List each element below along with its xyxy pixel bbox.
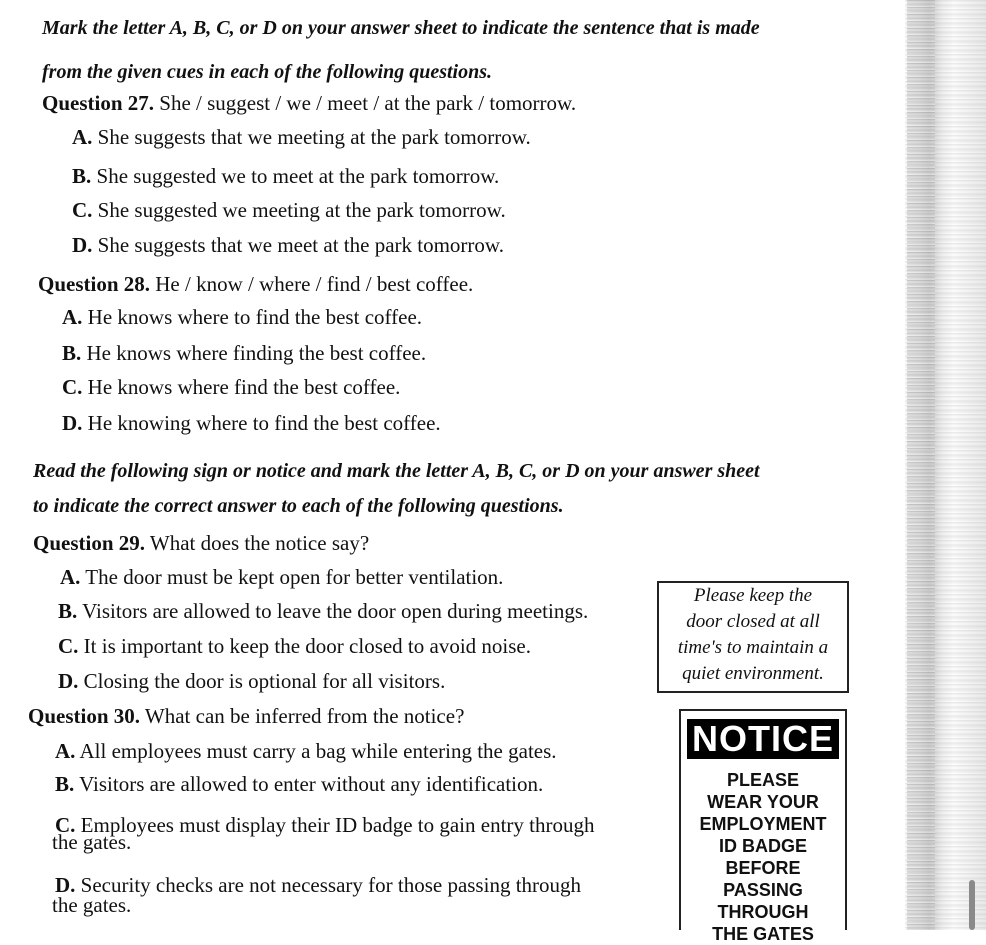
- q29-option-a[interactable]: [60, 565, 503, 589]
- option-letter: D.: [62, 411, 83, 435]
- option-letter: B.: [72, 164, 92, 188]
- option-text: She suggested we to meet at the park tomorrow.: [96, 164, 500, 188]
- option-text: It is important to keep the door closed to avoid noise.: [83, 634, 531, 658]
- notice-line: WEAR YOUR: [707, 792, 819, 812]
- question-29: [33, 531, 369, 555]
- q27-option-a[interactable]: [72, 125, 531, 149]
- notice-line: THE GATES: [712, 924, 814, 944]
- question-27: [42, 91, 576, 115]
- q29-option-c[interactable]: [58, 634, 531, 658]
- option-letter: C.: [72, 198, 93, 222]
- q30-option-a[interactable]: [55, 739, 557, 763]
- option-letter: D.: [72, 233, 93, 257]
- question-prompt: She / suggest / we / meet / at the park / tomorrow.: [159, 91, 577, 115]
- page-spine: [907, 0, 935, 930]
- question-number: Question 28.: [38, 272, 151, 296]
- question-prompt: What does the notice say?: [149, 531, 370, 555]
- notice-heading: NOTICE: [687, 719, 839, 759]
- q28-option-c[interactable]: [62, 375, 400, 399]
- q30-option-d[interactable]: [55, 873, 581, 897]
- section2-instruction-line1: Read the following sign or notice and mark the letter A, B, C, or D on your answer sheet: [33, 460, 760, 482]
- question-number: Question 29.: [33, 531, 146, 555]
- option-letter: A.: [55, 739, 76, 763]
- option-letter: C.: [55, 813, 76, 837]
- section1-instruction-line1: Mark the letter A, B, C, or D on your answer sheet to indicate the sentence that is made: [42, 17, 760, 39]
- scrollbar-thumb[interactable]: [969, 880, 975, 930]
- scanned-page-edge: [905, 0, 986, 930]
- option-letter: B.: [58, 599, 78, 623]
- notice-line: BEFORE: [725, 858, 801, 878]
- option-text: He knows where finding the best coffee.: [86, 341, 427, 365]
- option-text: She suggests that we meet at the park tomorrow.: [97, 233, 504, 257]
- option-letter: C.: [62, 375, 83, 399]
- q29-option-b[interactable]: [58, 599, 588, 623]
- option-text: Employees must display their ID badge to gain entry through: [80, 813, 595, 837]
- question-prompt: He / know / where / find / best coffee.: [155, 272, 474, 296]
- id-badge-notice-sign: [679, 709, 847, 944]
- option-text: Visitors are allowed to leave the door open during meetings.: [82, 599, 589, 623]
- question-number: Question 27.: [42, 91, 155, 115]
- door-notice-line: time's to maintain a: [677, 637, 829, 658]
- option-letter: C.: [58, 634, 79, 658]
- q28-option-d[interactable]: [62, 411, 441, 435]
- question-number: Question 30.: [28, 704, 141, 728]
- notice-line: EMPLOYMENT: [699, 814, 827, 834]
- question-prompt: What can be inferred from the notice?: [144, 704, 465, 728]
- option-text: He knowing where to find the best coffee.: [87, 411, 441, 435]
- q27-option-d[interactable]: [72, 233, 504, 257]
- door-notice-line: door closed at all: [686, 611, 820, 632]
- notice-line: THROUGH: [717, 902, 809, 922]
- notice-line: ID BADGE: [718, 836, 807, 856]
- option-letter: A.: [60, 565, 81, 589]
- option-text: Visitors are allowed to enter without any identification.: [79, 772, 544, 796]
- question-28: [38, 272, 473, 296]
- section2-instruction-line2: to indicate the correct answer to each of the following questions.: [33, 495, 564, 517]
- q30-option-d-continuation: the gates.: [52, 893, 132, 917]
- notice-line: PLEASE: [726, 770, 800, 790]
- door-notice-line: Please keep the: [693, 585, 813, 606]
- q30-option-b[interactable]: [55, 772, 543, 796]
- q30-option-c[interactable]: [55, 813, 595, 837]
- option-letter: A.: [62, 305, 83, 329]
- q28-option-b[interactable]: [62, 341, 426, 365]
- door-notice-line: quiet environment.: [682, 663, 824, 684]
- option-text: She suggests that we meeting at the park tomorrow.: [97, 125, 531, 149]
- q27-option-c[interactable]: [72, 198, 506, 222]
- option-letter: B.: [55, 772, 75, 796]
- option-text: She suggested we meeting at the park tomorrow.: [97, 198, 506, 222]
- option-letter: A.: [72, 125, 93, 149]
- option-text: Closing the door is optional for all visitors.: [83, 669, 446, 693]
- question-30: [28, 704, 464, 728]
- option-text: He knows where to find the best coffee.: [87, 305, 423, 329]
- notice-body: [681, 769, 845, 945]
- section1-instruction-line2: from the given cues in each of the following questions.: [42, 61, 493, 83]
- notice-line: PASSING: [723, 880, 803, 900]
- option-text: All employees must carry a bag while entering the gates.: [79, 739, 557, 763]
- option-text: The door must be kept open for better ventilation.: [85, 565, 504, 589]
- q30-option-c-continuation: the gates.: [52, 830, 132, 854]
- q28-option-a[interactable]: [62, 305, 422, 329]
- option-letter: D.: [58, 669, 79, 693]
- option-letter: B.: [62, 341, 82, 365]
- q29-option-d[interactable]: [58, 669, 445, 693]
- option-text: He knows where find the best coffee.: [87, 375, 401, 399]
- door-notice-box: [657, 581, 849, 693]
- q27-option-b[interactable]: [72, 164, 499, 188]
- option-text: Security checks are not necessary for those passing through: [80, 873, 582, 897]
- option-letter: D.: [55, 873, 76, 897]
